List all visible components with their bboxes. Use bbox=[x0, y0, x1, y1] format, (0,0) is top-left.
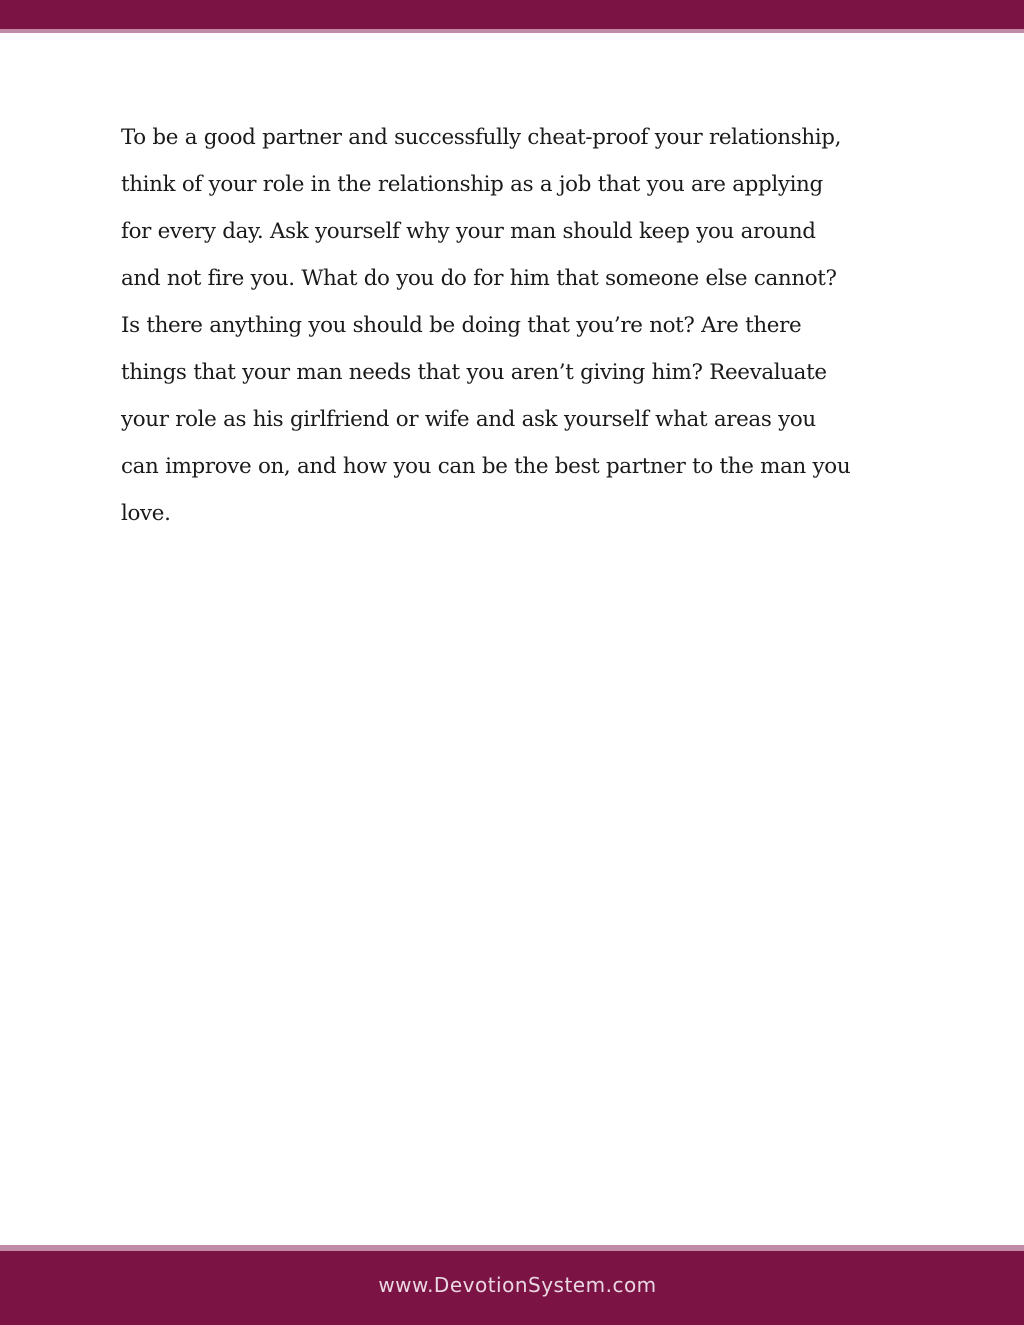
paragraph-line: for every day. Ask yourself why your man should keep you around bbox=[121, 219, 816, 244]
paragraph-line: and not fire you. What do you do for him that someone else cannot? bbox=[121, 266, 837, 291]
header-rule bbox=[0, 29, 1024, 33]
paragraph-line: Is there anything you should be doing that you’re not? Are there bbox=[121, 313, 802, 338]
body-paragraph bbox=[121, 114, 921, 537]
paragraph-line: love. bbox=[121, 501, 171, 526]
paragraph-line: think of your role in the relationship as a job that you are applying bbox=[121, 172, 823, 197]
paragraph-line: things that your man needs that you aren’t giving him? Reevaluate bbox=[121, 360, 827, 385]
footer-website-link[interactable]: www.DevotionSystem.com bbox=[378, 1273, 657, 1297]
paragraph-line: your role as his girlfriend or wife and ask yourself what areas you bbox=[121, 407, 816, 432]
header-band bbox=[0, 0, 1024, 29]
paragraph-line: can improve on, and how you can be the best partner to the man you bbox=[121, 454, 851, 479]
paragraph-line: To be a good partner and successfully cheat-proof your relationship, bbox=[121, 125, 842, 150]
